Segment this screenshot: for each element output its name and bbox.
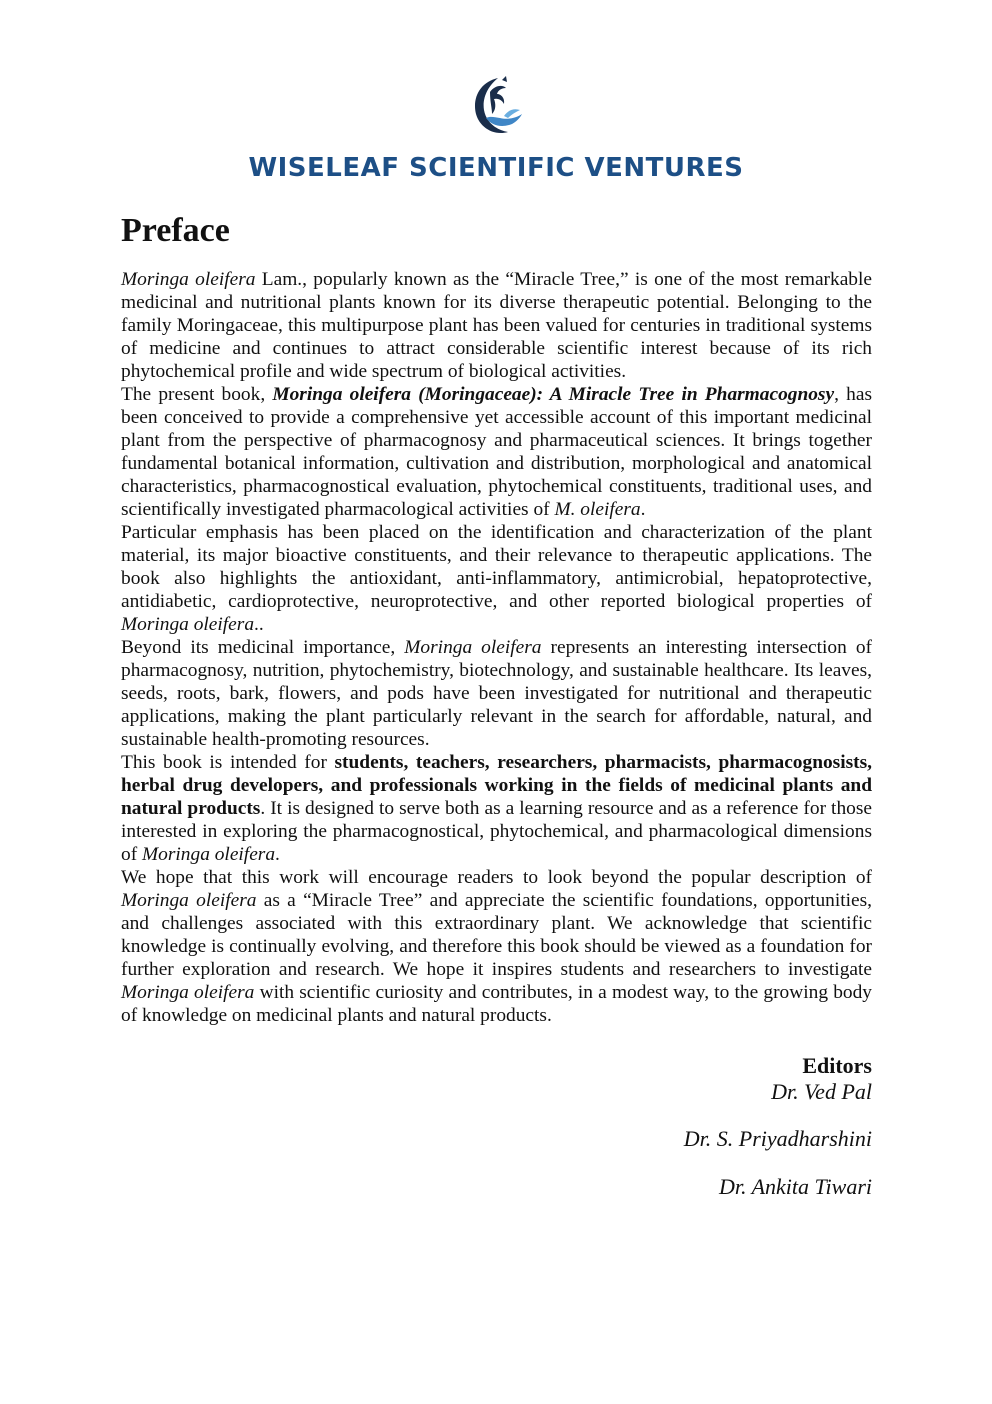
text-run: .. bbox=[254, 614, 264, 635]
text-run: Moringa oleifera bbox=[142, 844, 276, 865]
preface-paragraph-4 bbox=[121, 636, 872, 751]
text-run: as a “Miracle Tree” and appreciate the scientific foundations, opportunities, and challenges associated with this extraordinary plant. We acknowledge that scientific knowledge is continually evolving, and therefore this book should be viewed as a foundation for further exploration and research. We hope it inspires students and researchers to investigate bbox=[121, 890, 873, 980]
editor-name: Dr. Ved Pal bbox=[771, 1079, 872, 1104]
editors-block bbox=[684, 1053, 872, 1200]
text-run: . bbox=[640, 499, 646, 520]
wiseleaf-logo-icon bbox=[468, 72, 524, 142]
text-run: Moringa oleifera (Moringaceae): A Miracle Tree in Pharmacognosy bbox=[272, 384, 835, 405]
text-run: Moringa oleifera bbox=[121, 982, 255, 1003]
text-run: Beyond its medicinal importance, bbox=[121, 637, 405, 658]
text-run: M. oleifera bbox=[554, 499, 641, 520]
text-run: Moringa oleifera bbox=[121, 890, 257, 911]
page-title: Preface bbox=[121, 212, 230, 249]
text-run: Lam., popularly known as the “Miracle Tree,” is one of the most remarkable medicinal and nutritional plants known for its diverse therapeutic potential. Belonging to the family Moringaceae, this multipurpose plant has been valued for centuries in traditional systems of medicine and continues to attract considerable scientific interest because of its rich phytochemical profile and wide spectrum of biological activities. bbox=[121, 269, 872, 382]
text-run: . bbox=[275, 844, 280, 865]
preface-paragraph-3 bbox=[121, 521, 872, 636]
text-run: students, teachers, researchers, pharmacists, pharmacognosists, herbal drug developers, and professionals working in the fields of medicinal plants and natural products bbox=[121, 752, 873, 819]
preface-paragraph-5 bbox=[121, 751, 872, 866]
text-run: Moringa oleifera bbox=[121, 269, 256, 290]
text-run: represents an interesting intersection of pharmacognosy, nutrition, phytochemistry, biotechnology, and sustainable healthcare. Its leaves, seeds, roots, bark, flowers, and pods have been investigated for nutritional and therapeutic applications, making the plant particularly relevant in the search for affordable, natural, and sustainable health-promoting resources. bbox=[121, 637, 873, 750]
preface-paragraph-2 bbox=[121, 383, 872, 521]
text-run: Moringa oleifera bbox=[404, 637, 542, 658]
text-run: The present book, bbox=[121, 384, 273, 405]
publisher-name: WISELEAF SCIENTIFIC VENTURES bbox=[248, 153, 744, 183]
text-run: , has been conceived to provide a comprehensive yet accessible account of this important medicinal plant from the perspective of pharmacognosy and pharmaceutical sciences. It brings together fundamental botanical information, cultivation and distribution, morphological and anatomical characteristics, pharmacognostical evaluation, phytochemical constituents, traditional uses, and scientifically investigated pharmacological activities of bbox=[121, 384, 872, 520]
text-run: We hope that this work will encourage readers to look beyond the popular description of bbox=[121, 867, 872, 888]
editor-name: Dr. S. Priyadharshini bbox=[683, 1126, 872, 1151]
text-run: . It is designed to serve both as a learning resource and as a reference for those interested in exploring the pharmacognostical, phytochemical, and pharmacological dimensions of bbox=[121, 798, 872, 865]
text-run: This book is intended for bbox=[121, 752, 335, 773]
editors-label: Editors bbox=[802, 1053, 872, 1078]
preface-body bbox=[121, 268, 872, 1027]
preface-paragraph-1 bbox=[121, 268, 872, 383]
preface-paragraph-6 bbox=[121, 866, 872, 1027]
editor-name: Dr. Ankita Tiwari bbox=[718, 1174, 872, 1199]
text-run: Particular emphasis has been placed on the identification and characterization of the plant material, its major bioactive constituents, and their relevance to therapeutic applications. The book also highlights the antioxidant, anti-inflammatory, antimicrobial, hepatoprotective, antidiabetic, cardioprotective, neuroprotective, and other reported biological properties of bbox=[121, 522, 872, 612]
text-run: Moringa oleifera bbox=[121, 614, 255, 635]
text-run: with scientific curiosity and contributes, in a modest way, to the growing body of knowledge on medicinal plants and natural products. bbox=[121, 982, 872, 1026]
